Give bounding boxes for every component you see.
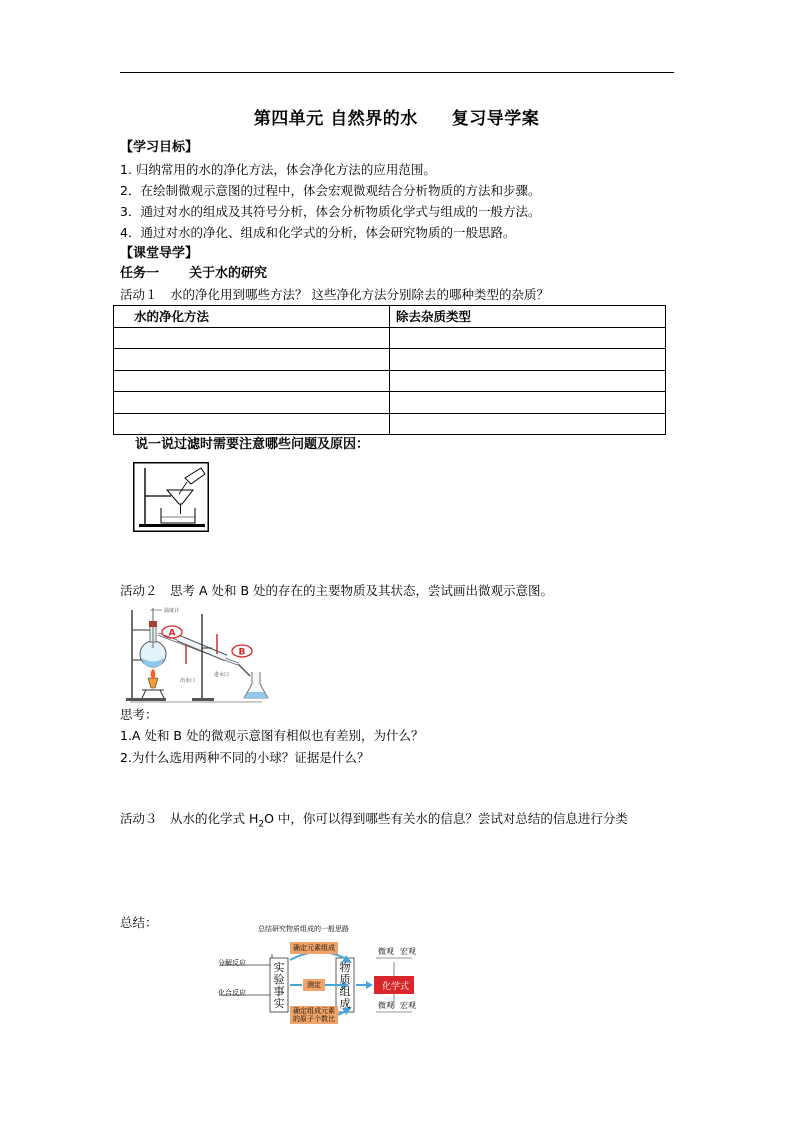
center-box: 测定 (303, 979, 325, 991)
formula-box: 化学式 (382, 982, 410, 992)
activity3-text-after: O 中，你可以得到哪些有关水的信息？尝试对总结的信息进行分类 (264, 811, 628, 826)
objective-item: 3．通过对水的组成及其符号分析，体会分析物质化学式与组成的一般方法。 (120, 204, 541, 219)
header-rule (120, 72, 674, 73)
table-row (114, 370, 666, 392)
table-row (114, 413, 666, 435)
table-row (114, 392, 666, 414)
purification-table (113, 305, 666, 435)
bottom-box (290, 1006, 338, 1024)
table-header-row (114, 306, 666, 328)
table-cell[interactable] (390, 349, 666, 371)
table-cell[interactable] (114, 349, 390, 371)
activity1-text: 活动１ 水的净化用到哪些方法？ 这些净化方法分别除去的哪种类型的杂质？ (120, 287, 549, 302)
table-cell[interactable] (390, 370, 666, 392)
thermometer-label: 温度计 (164, 608, 180, 614)
combine-label: 化合反应 (218, 989, 246, 997)
table-cell[interactable] (114, 327, 390, 349)
formula-subscript: 2 (258, 819, 265, 830)
question-item: 1.A 处和 B 处的微观示意图有相似也有差别，为什么？ (120, 728, 424, 743)
summary-label: 总结： (120, 915, 158, 930)
think-heading: 思考： (120, 707, 158, 722)
class-heading: 【课堂导学】 (120, 246, 199, 261)
summary-flow-diagram (216, 922, 442, 1022)
table-header-cell: 除去杂质类型 (390, 306, 666, 328)
summary-diagram-title: 总结研究物质组成的一般思路 (258, 925, 349, 933)
water-out-label: 出水口 (180, 678, 196, 684)
page-title (0, 104, 793, 129)
top-box: 确定元素组成 (290, 942, 338, 954)
title-main: 第四单元 自然界的水 (253, 109, 418, 129)
filter-prompt: 说一说过滤时需要注意哪些问题及原因： (135, 437, 370, 452)
bottom-box-line: 确定组成元素 (293, 1007, 335, 1015)
filtration-apparatus-figure (133, 462, 209, 532)
table-row (114, 327, 666, 349)
decompose-label: 分解反应 (218, 959, 246, 967)
composition-box: 物质组成 (339, 961, 351, 1010)
table-cell[interactable] (114, 413, 390, 435)
activity3-text (120, 810, 628, 834)
point-b-label: B (238, 647, 246, 658)
table-cell[interactable] (390, 392, 666, 414)
distillation-apparatus-figure (122, 604, 272, 704)
activity2-text: 活动２ 思考 A 处和 B 处的存在的主要物质及其状态，尝试画出微观示意图。 (120, 583, 554, 598)
activity3-text-before: 活动３ 从水的化学式 H (120, 811, 259, 826)
macro-label-top: 宏观 (400, 947, 416, 956)
point-a-label: A (168, 628, 176, 639)
facts-box: 实验事实 (273, 961, 285, 1010)
table-row (114, 349, 666, 371)
question-item: 2.为什么选用两种不同的小球？证据是什么？ (120, 750, 370, 765)
objective-item: 2．在绘制微观示意图的过程中，体会宏观微观结合分析物质的方法和步骤。 (120, 183, 541, 198)
task1-title: 关于水的研究 (189, 266, 268, 281)
objective-item: 4．通过对水的净化、组成和化学式的分析，体会研究物质的一般思路。 (120, 225, 516, 240)
table-cell[interactable] (114, 392, 390, 414)
water-in-label: 进水口 (214, 672, 230, 678)
micro-label-top: 微观 (378, 947, 394, 956)
micro-label-bottom: 微观 (378, 1001, 394, 1010)
table-cell[interactable] (114, 370, 390, 392)
table-cell[interactable] (390, 413, 666, 435)
table-cell[interactable] (390, 327, 666, 349)
bottom-box-line: 的原子个数比 (293, 1015, 335, 1023)
task1-heading (120, 265, 267, 283)
title-sub: 复习导学案 (451, 109, 540, 129)
objective-item: 1. 归纳常用的水的净化方法，体会净化方法的应用范围。 (120, 162, 436, 177)
table-header-cell: 水的净化方法 (114, 306, 390, 328)
objectives-heading: 【学习目标】 (120, 140, 199, 155)
task1-label: 任务一 (120, 266, 160, 281)
macro-label-bottom: 宏观 (400, 1001, 416, 1010)
